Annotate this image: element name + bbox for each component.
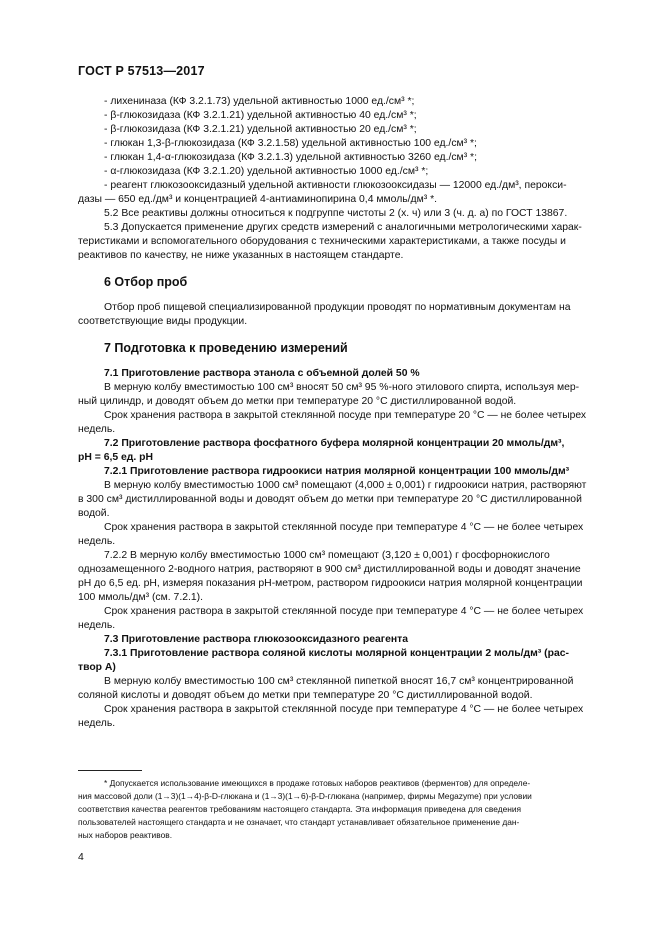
clause-5-3: теристиками и вспомогательного оборудования с техническими характеристиками, а также посуды и <box>78 236 566 247</box>
paragraph-line: соляной кислоты и доводят объем до метки при температуре 20 °С дистиллированной водой. <box>78 690 533 701</box>
subsection-heading: 7.2.1 Приготовление раствора гидроокиси натрия молярной концентрации 100 ммоль/дм³ <box>104 466 570 477</box>
subsection-heading: твор А) <box>78 662 116 673</box>
reagent-line: - реагент глюкозооксидазный удельной активности глюкозооксидазы — 12000 ед./дм³, перокси- <box>104 180 567 191</box>
footnote-line: ния массовой доли (1→3)(1→4)-β-D-глюкана и (1→3)(1→6)-β-D-глюкана (например, фирмы Megazyme) при условии <box>78 791 532 801</box>
paragraph-line: недель. <box>78 536 116 547</box>
subsection-heading: рН = 6,5 ед. рН <box>78 452 154 463</box>
footnote-line: ных наборов реактивов. <box>78 830 173 840</box>
clause-5-3: реактивов по качеству, не ниже указанных в настоящем стандарте. <box>78 250 404 261</box>
section-heading: 7 Подготовка к проведению измерений <box>104 341 348 355</box>
subsection-heading: 7.1 Приготовление раствора этанола с объемной долей 50 % <box>104 368 420 379</box>
paragraph-line: недель. <box>78 718 116 729</box>
paragraph-line: недель. <box>78 424 116 435</box>
subsection-heading: 7.3 Приготовление раствора глюкозооксидазного реагента <box>104 634 409 645</box>
paragraph-line: В мерную колбу вместимостью 1000 см³ помещают (4,000 ± 0,001) г гидроокиси натрия, растворяют <box>104 480 587 491</box>
paragraph-line: Срок хранения раствора в закрытой стеклянной посуде при температуре 4 °С — не более четырех <box>104 704 584 715</box>
subsection-heading: 7.3.1 Приготовление раствора соляной кислоты молярной концентрации 2 моль/дм³ (рас- <box>104 648 569 659</box>
paragraph-line: соответствующие виды продукции. <box>78 316 248 327</box>
paragraph-line: Срок хранения раствора в закрытой стеклянной посуде при температуре 4 °С — не более четырех <box>104 522 584 533</box>
subsection-heading: 7.2 Приготовление раствора фосфатного буфера молярной концентрации 20 ммоль/дм³, <box>104 438 565 449</box>
footnote-line: * Допускается использование имеющихся в продаже готовых наборов реактивов (ферментов) для определе- <box>104 778 531 788</box>
footnote-line: соответствия качества реагентов требованиям настоящего стандарта. Эта информация приведена для сведения <box>78 804 522 814</box>
section-heading: 6 Отбор проб <box>104 275 188 289</box>
footnote-line: пользователей настоящего стандарта и не означает, что стандарт устанавливает обязательное применение дан- <box>78 817 520 827</box>
reagent-line: - лихениназа (КФ 3.2.1.73) удельной активностью 1000 ед./см³ *; <box>104 96 415 107</box>
reagent-line: - α-глюкозидаза (КФ 3.2.1.20) удельной активностью 1000 ед./см³ *; <box>104 166 429 177</box>
paragraph-line: В мерную колбу вместимостью 100 см³ стеклянной пипеткой вносят 16,7 см³ концентрированной <box>104 676 574 687</box>
clause-5-2: 5.2 Все реактивы должны относиться к подгруппе чистоты 2 (х. ч) или 3 (ч. д. а) по ГОСТ 13867. <box>104 208 568 219</box>
paragraph-line: водой. <box>78 508 110 519</box>
page-number: 4 <box>78 852 84 863</box>
document-header: ГОСТ Р 57513—2017 <box>78 64 205 78</box>
paragraph-line: однозамещенного 2-водного натрия, растворяют в 900 см³ дистиллированной воды и доводят значение <box>78 564 581 575</box>
paragraph-line: Срок хранения раствора в закрытой стеклянной посуде при температуре 20 °С — не более четырех <box>104 410 587 421</box>
reagent-line: - глюкан 1,4-α-глюкозидаза (КФ 3.2.1.3) удельной активностью 3260 ед./см³ *; <box>104 152 477 163</box>
reagent-line: - β-глюкозидаза (КФ 3.2.1.21) удельной активностью 40 ед./см³ *; <box>104 110 417 121</box>
reagent-line: - глюкан 1,3-β-глюкозидаза (КФ 3.2.1.58) удельной активностью 100 ед./см³ *; <box>104 138 477 149</box>
reagent-line: дазы — 650 ед./дм³ и концентрацией 4-антиаминопирина 0,4 ммоль/дм³ *. <box>78 194 438 205</box>
paragraph-line: 7.2.2 В мерную колбу вместимостью 1000 см³ помещают (3,120 ± 0,001) г фосфорнокислого <box>104 550 550 561</box>
paragraph-line: недель. <box>78 620 116 631</box>
paragraph-line: рН до 6,5 ед. рН, измеряя показания рН-метром, раствором гидроокиси натрия молярной концентрации <box>78 578 583 589</box>
footnote-divider <box>78 770 142 771</box>
paragraph-line: ный цилиндр, и доводят объем до метки при температуре 20 °С дистиллированной водой. <box>78 396 517 407</box>
paragraph-line: Срок хранения раствора в закрытой стеклянной посуде при температуре 4 °С — не более четырех <box>104 606 584 617</box>
reagent-line: - β-глюкозидаза (КФ 3.2.1.21) удельной активностью 20 ед./см³ *; <box>104 124 417 135</box>
clause-5-3: 5.3 Допускается применение других средств измерений с аналогичными метрологическими харак- <box>104 222 582 233</box>
paragraph-line: Отбор проб пищевой специализированной продукции проводят по нормативным документам на <box>104 302 571 313</box>
paragraph-line: в 300 см³ дистиллированной воды и доводят объем до метки при температуре 20 °С дистиллированной <box>78 494 582 505</box>
paragraph-line: 100 ммоль/дм³ (см. 7.2.1). <box>78 592 204 603</box>
paragraph-line: В мерную колбу вместимостью 100 см³ вносят 50 см³ 95 %-ного этилового спирта, используя мер- <box>104 382 580 393</box>
